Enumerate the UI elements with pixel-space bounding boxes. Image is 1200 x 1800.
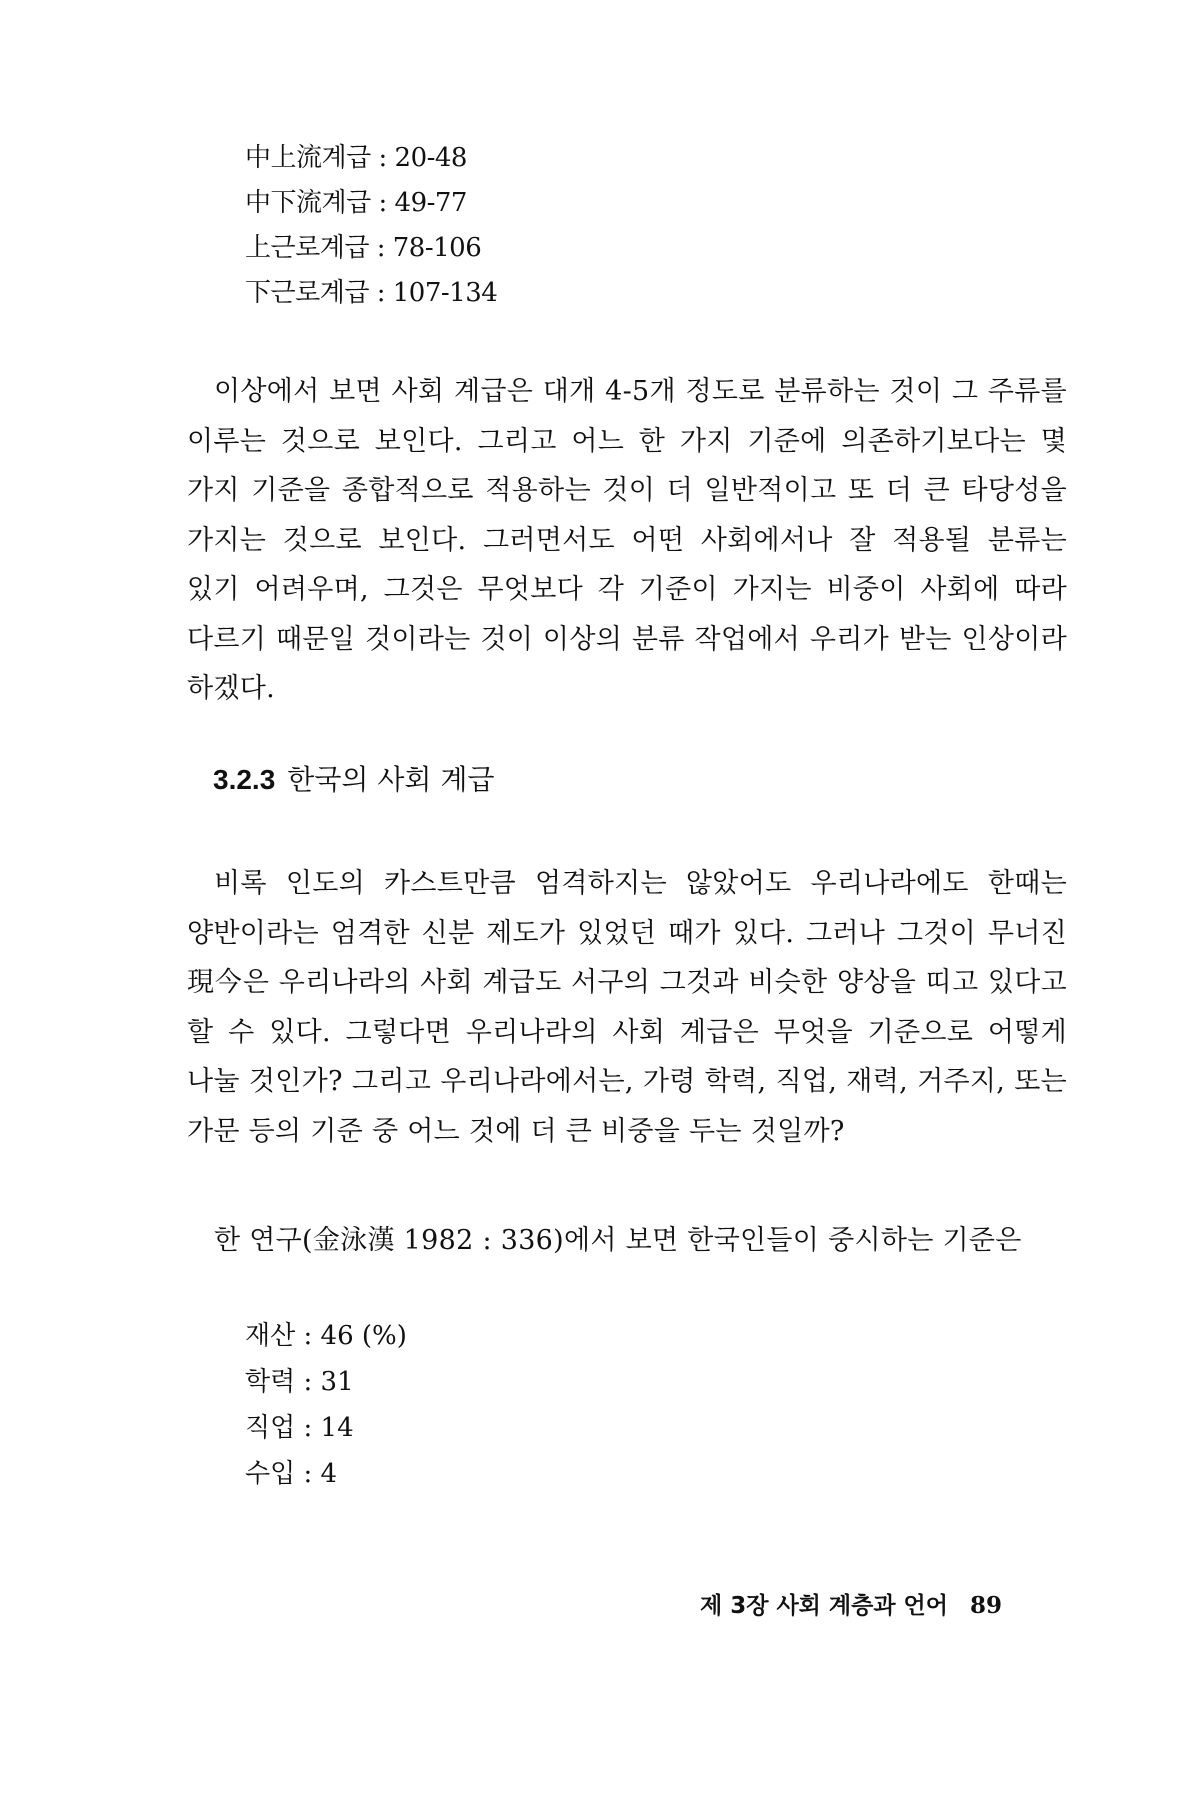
chapter-running-title: 제 3장 사회 계층과 언어 <box>700 1593 948 1619</box>
body-paragraph: 비록 인도의 카스트만큼 엄격하지는 않았어도 우리나라에도 한때는 양반이라는 엄격한 신분 제도가 있었던 때가 있다. 그러나 그것이 무너진 現今은 우리나라의 사회 계급도 서구의 그것과 비슷한 양상을 띠고 있다고 할 수 있다. 그렇다면 우리나라의 사회 계급은 무엇을 기준으로 어떻게 나눌 것인가? 그리고 우리나라에서는, 가령 학력, 직업, 재력, 거주지, 또는 가문 등의 기준 중 어느 것에 더 큰 비중을 두는 것일까? <box>187 868 1067 1147</box>
class-range-item: 中上流계급 : 20-48 <box>245 143 467 173</box>
body-paragraph: 한 연구(金泳漢 1982 : 336)에서 보면 한국인들이 중시하는 기준은 <box>214 1225 1022 1256</box>
body-paragraph: 이상에서 보면 사회 계급은 대개 4-5개 정도로 분류하는 것이 그 주류를 이루는 것으로 보인다. 그리고 어느 한 가지 기준에 의존하기보다는 몇 가지 기준을 종합적으로 적용하는 것이 더 일반적이고 또 더 큰 타당성을 가지는 것으로 보인다. 그러면서도 어떤 사회에서나 잘 적용될 분류는 있기 어려우며, 그것은 무엇보다 각 기준이 가지는 비중이 사회에 따라 다르기 때문일 것이라는 것이 이상의 분류 작업에서 우리가 받는 인상이라 하겠다. <box>187 376 1067 704</box>
class-range-list <box>245 136 497 316</box>
section-heading <box>213 760 494 800</box>
criteria-item: 수입 : 4 <box>245 1459 338 1489</box>
class-range-item: 中下流계급 : 49-77 <box>245 188 467 218</box>
criteria-list <box>245 1313 407 1497</box>
section-title: 한국의 사회 계급 <box>287 763 495 796</box>
page-footer <box>700 1590 1002 1622</box>
page-number: 89 <box>970 1592 1003 1619</box>
criteria-item: 재산 : 46 (%) <box>245 1321 407 1351</box>
criteria-item: 직업 : 14 <box>245 1413 354 1443</box>
criteria-item: 학력 : 31 <box>245 1367 354 1397</box>
section-number: 3.2.3 <box>213 764 276 795</box>
class-range-item: 上근로계급 : 78-106 <box>245 233 482 263</box>
class-range-item: 下근로계급 : 107-134 <box>245 278 498 308</box>
